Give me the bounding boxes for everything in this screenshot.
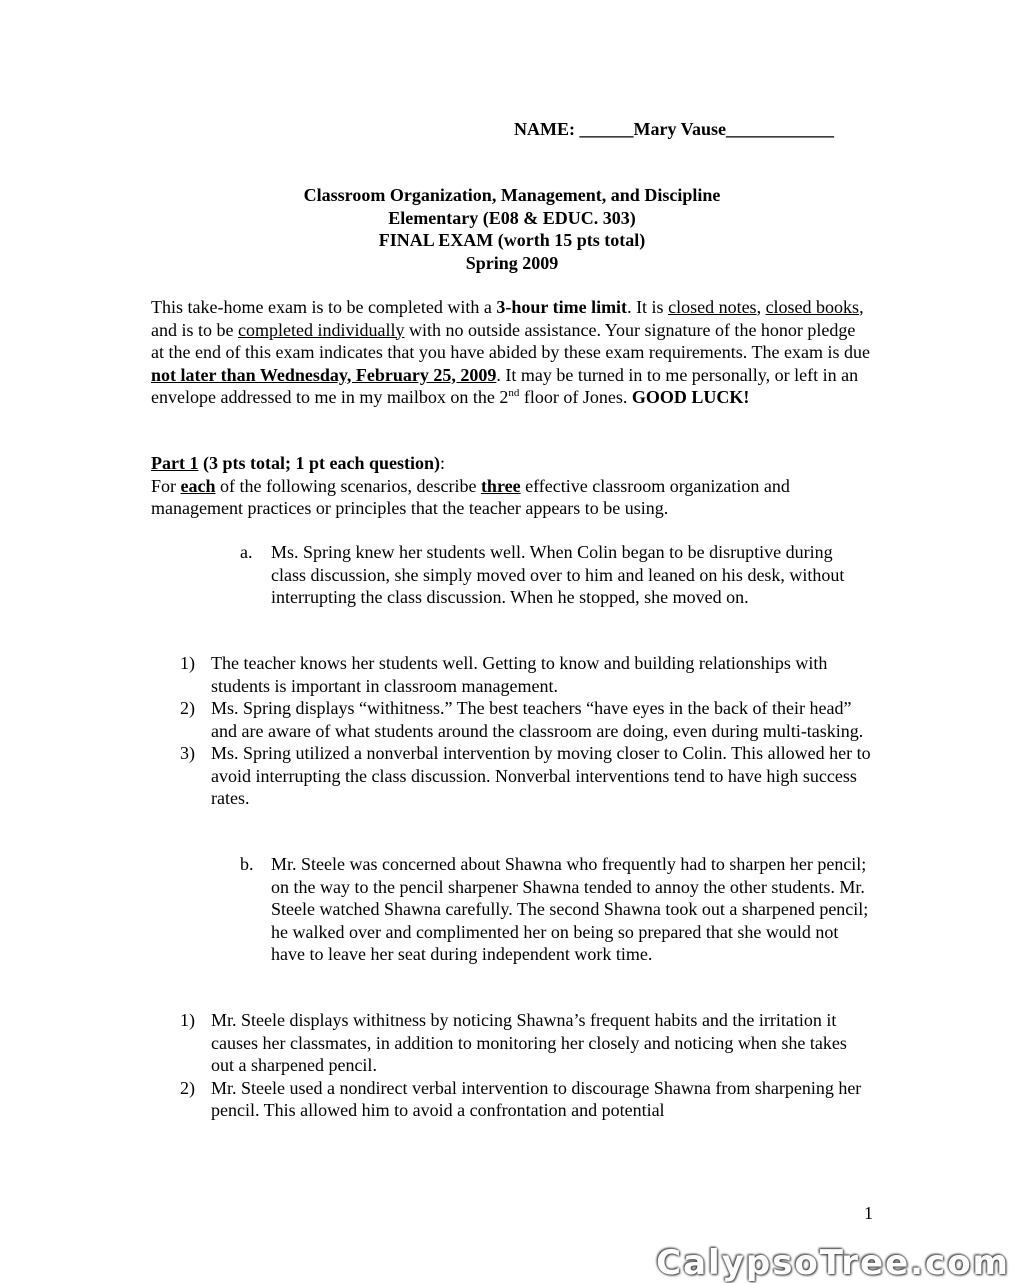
good-luck: GOOD LUCK! [631,387,750,407]
intro-text: , [756,297,766,317]
scenario-text: Ms. Spring knew her students well. When Colin began to be disruptive during class discussion, she simply moved over to him and leaned on his desk, without interrupting the class discussion. When he stopped, she moved on. [271,542,845,607]
time-limit: 3-hour time limit [496,297,628,317]
name-blank-lead: ______ [579,119,634,139]
answer-text: Ms. Spring displays “withitness.” The best teachers “have eyes in the back of their head” and are aware of what students around the classroom are doing, even during multi-tasking. [211,698,864,741]
instruction-text: For [151,475,181,496]
part1-label: Part 1 [151,453,199,473]
answer-number: 1) [180,1010,195,1030]
answer-item [151,652,871,697]
name-field [514,118,834,141]
student-name: Mary Vause [633,119,727,139]
intro-text: , and is to be [151,297,864,340]
answer-text: Ms. Spring utilized a nonverbal intervention by moving closer to Colin. This allowed her to avoid interrupting the class discussion. Nonverbal interventions tend to have high success rates. [211,743,871,808]
exam-title: FINAL EXAM (worth 15 pts total) [378,230,646,250]
intro-text: . It may be turned in to me personally, or left in an envelope addressed to me in my mailbox on the 2 [151,364,859,407]
answer-number: 3) [180,743,195,763]
answer-item [151,742,871,810]
part1-colon: : [439,453,445,473]
answer-item [151,697,871,742]
due-date: not later than Wednesday, February 25, 2009 [151,364,497,385]
name-blank-trail: ____________ [726,119,835,139]
emphasis-three: three [480,475,521,496]
intro-text: floor of Jones. [519,387,632,407]
instruction-text: effective classroom organization and management practices or principles that the teacher appears to be using. [151,475,790,518]
scenario-b [240,853,870,966]
answer-item [151,1009,871,1077]
scenario-label: a. [240,542,253,562]
answer-number: 2) [180,1077,195,1098]
course-code: Elementary (E08 & EDUC. 303) [388,207,636,228]
part1-instructions [151,475,871,520]
page-number: 1 [864,1203,873,1223]
completed-individually: completed individually [238,319,405,340]
closed-notes: closed notes [668,297,757,317]
answer-number: 2) [180,698,195,718]
scenario-text: Mr. Steele was concerned about Shawna who frequently had to sharpen her pencil; on the way to the pencil sharpener Shawna tended to annoy the other students. Mr. Steele watched Shawna carefully. The second Shawna took out a sharpened pencil; he walked over and complimented her on being so prepared that she would not have to leave her seat during independent work time. [271,854,869,964]
answer-text: The teacher knows her students well. Getting to know and building relationships with students is important in classroom management. [211,653,828,696]
answer-item [151,1077,871,1122]
emphasis-each: each [180,475,216,496]
intro-text: . It is [627,297,669,317]
exam-instructions [151,296,871,409]
closed-books: closed books [765,297,860,317]
answers-b [151,1009,871,1122]
watermark-logo: CalypsoTree.com [656,1242,1010,1283]
scenario-a [240,541,870,609]
course-title: Classroom Organization, Management, and Discipline [303,185,721,205]
instruction-text: of the following scenarios, describe [215,475,481,496]
answer-text: Mr. Steele used a nondirect verbal intervention to discourage Shawna from sharpening her pencil. This allowed him to avoid a confrontation and potential [211,1077,862,1120]
answer-number: 1) [180,653,195,673]
scenario-label: b. [240,854,254,874]
answers-a [151,652,871,810]
exam-term: Spring 2009 [465,252,559,273]
answer-text: Mr. Steele displays withitness by noticing Shawna’s frequent habits and the irritation it causes her classmates, in addition to monitoring her closely and noticing when she takes out a sharpened pencil. [211,1010,847,1075]
exam-heading [0,184,1024,274]
intro-text: This take-home exam is to be completed with a [151,297,497,317]
part1-title [151,452,871,475]
part1-points: (3 pts total; 1 pt each question) [198,453,440,473]
name-label: NAME: [514,119,580,139]
ordinal-superscript: nd [508,387,520,399]
intro-text: with no outside assistance. Your signature of the honor pledge at the end of this exam indicates that you have abided by these exam requirements. The exam is due [151,319,870,362]
part1-section [151,452,871,520]
